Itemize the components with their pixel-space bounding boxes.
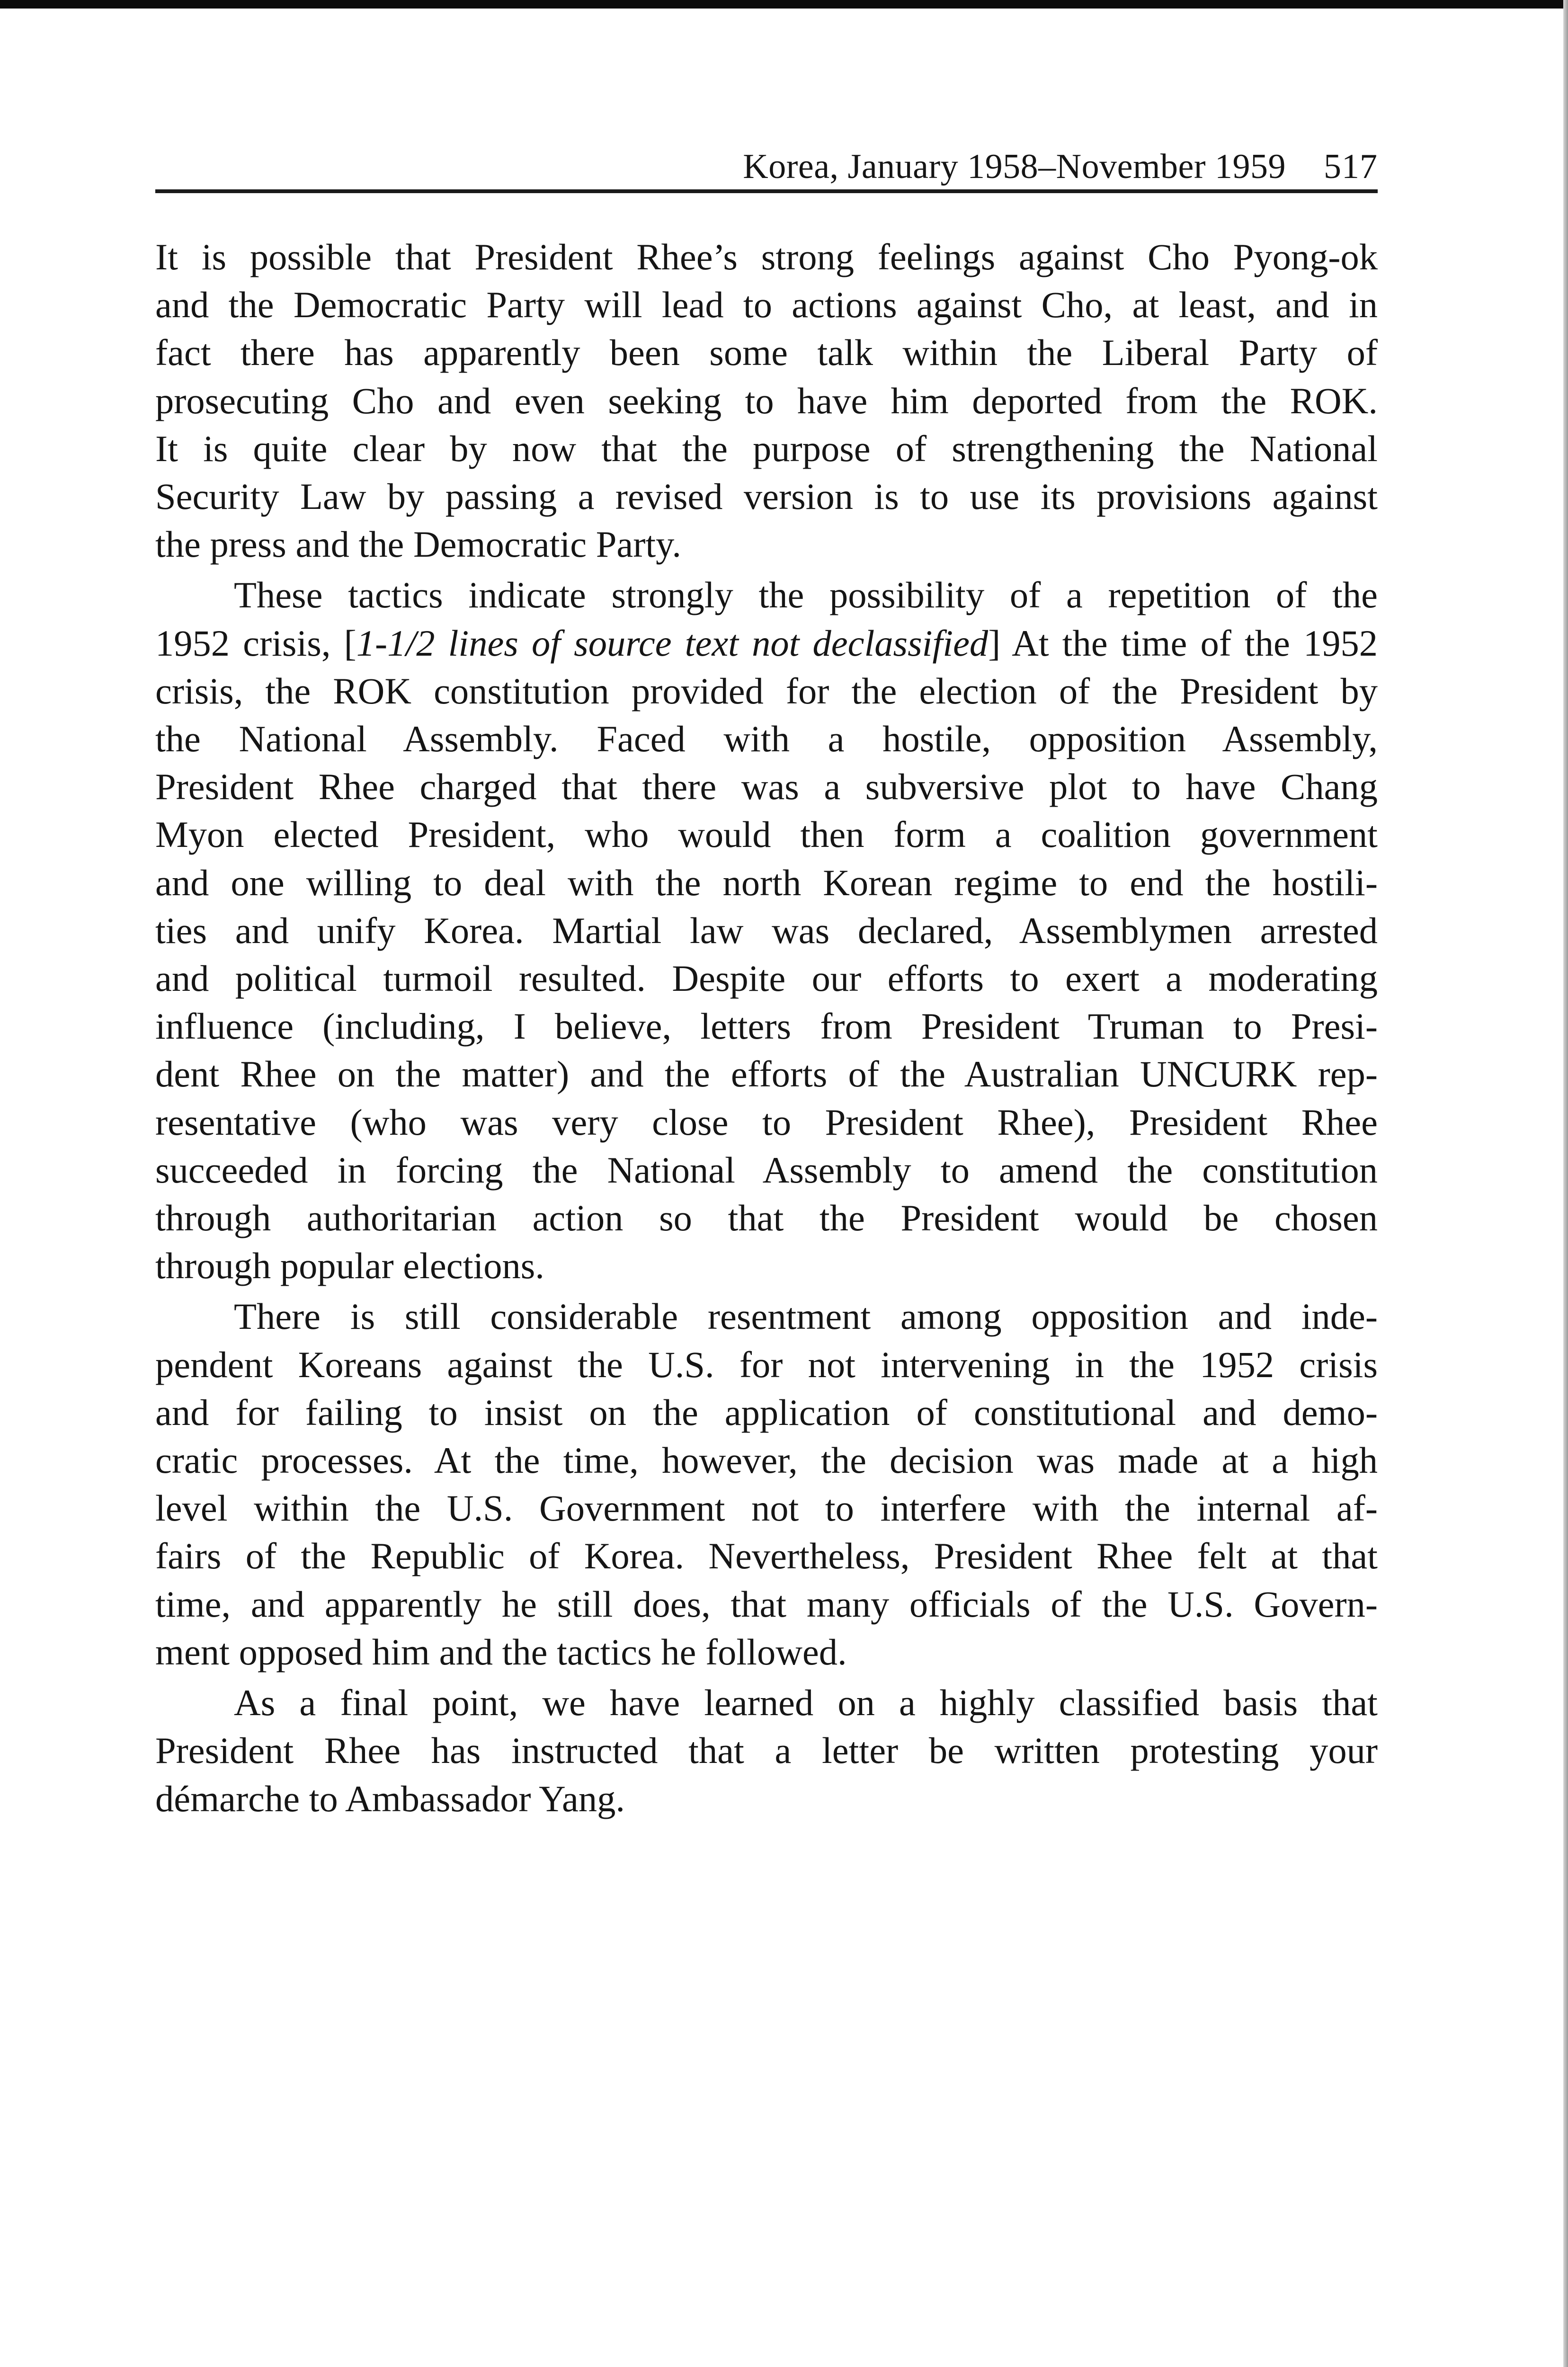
text-line: the National Assembly. Faced with a hostile, opposition Assembly, — [155, 718, 1378, 760]
text-line: cratic processes. At the time, however, the decision was made at a high — [155, 1440, 1378, 1481]
paragraph-2 — [155, 571, 1378, 1290]
text-line-with-redaction-note — [155, 619, 1378, 667]
text-line: fairs of the Republic of Korea. Nevertheless, President Rhee felt at that — [155, 1535, 1378, 1577]
text-line: It is possible that President Rhee’s strong feelings against Cho Pyong-ok — [155, 236, 1378, 277]
text-line: and one willing to deal with the north Korean regime to end the hostili- — [155, 862, 1378, 903]
paragraph-4 — [155, 1679, 1378, 1823]
text-line: and political turmoil resulted. Despite our efforts to exert a moderating — [155, 958, 1378, 999]
text-line: These tactics indicate strongly the possibility of a repetition of the — [234, 574, 1378, 616]
text-line: prosecuting Cho and even seeking to have him deported from the ROK. — [155, 380, 1378, 421]
paragraph-1 — [155, 233, 1378, 568]
text-line: influence (including, I believe, letters from President Truman to Presi- — [155, 1006, 1378, 1047]
text-line: the press and the Democratic Party. — [155, 524, 681, 565]
body-text — [155, 233, 1378, 1823]
text-line: pendent Koreans against the U.S. for not intervening in the 1952 crisis — [155, 1344, 1378, 1385]
text-line: resentative (who was very close to President Rhee), President Rhee — [155, 1101, 1378, 1143]
text-line: and for failing to insist on the application of constitutional and demo- — [155, 1391, 1378, 1433]
running-head-title: Korea, January 1958–November 1959 — [743, 147, 1286, 186]
running-head — [155, 137, 1378, 193]
text-line: through popular elections. — [155, 1245, 544, 1287]
text-line: and the Democratic Party will lead to actions against Cho, at least, and in — [155, 284, 1378, 326]
text-line: level within the U.S. Government not to interfere with the internal af- — [155, 1487, 1378, 1529]
text-line: Security Law by passing a revised version is to use its provisions against — [155, 476, 1378, 517]
text-line: fact there has apparently been some talk within the Liberal Party of — [155, 332, 1378, 374]
text-line: There is still considerable resentment among opposition and inde- — [234, 1296, 1378, 1337]
text-line: démarche to Ambassador Yang. — [155, 1778, 625, 1819]
text-line: President Rhee has instructed that a letter be written protesting your — [155, 1730, 1378, 1771]
text-line: ment opposed him and the tactics he followed. — [155, 1631, 847, 1673]
text-segment: 1952 crisis, [ — [155, 622, 356, 664]
text-line: succeeded in forcing the National Assembly to amend the constitution — [155, 1149, 1378, 1191]
text-line: Myon elected President, who would then form a coalition government — [155, 814, 1378, 855]
text-line: time, and apparently he still does, that many officials of the U.S. Govern- — [155, 1583, 1378, 1625]
text-line: crisis, the ROK constitution provided for the election of the President by — [155, 670, 1378, 712]
text-line: through authoritarian action so that the President would be chosen — [155, 1197, 1378, 1239]
redaction-note: 1-1/2 lines of source text not declassified — [356, 622, 989, 664]
page-number: 517 — [1324, 147, 1378, 186]
text-line: President Rhee charged that there was a subversive plot to have Chang — [155, 766, 1378, 808]
scan-edge-top — [0, 0, 1568, 9]
document-page — [155, 137, 1378, 1825]
scan-edge-right — [1563, 0, 1568, 2367]
paragraph-3 — [155, 1292, 1378, 1676]
text-line: dent Rhee on the matter) and the efforts of the Australian UNCURK rep- — [155, 1053, 1378, 1095]
text-line: It is quite clear by now that the purpose of strengthening the National — [155, 427, 1378, 469]
text-line: ties and unify Korea. Martial law was declared, Assemblymen arrested — [155, 909, 1378, 951]
text-segment: ] At the time of the 1952 — [988, 622, 1378, 664]
text-line: As a final point, we have learned on a highly classified basis that — [234, 1682, 1378, 1724]
